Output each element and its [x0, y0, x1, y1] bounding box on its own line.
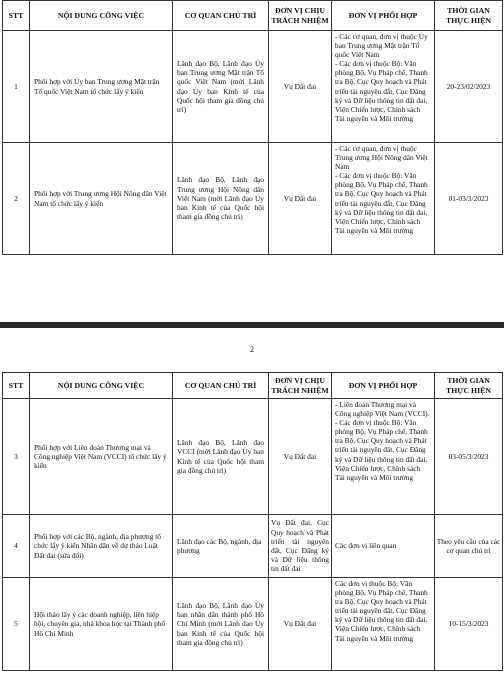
row-lead: Lãnh đạo Bộ, Lãnh đạo Ủy ban nhân dân thành phố Hồ Chí Minh (mời Lãnh đạo Ủy ban Kinh tế của Quốc hội tham gia đồng chủ trì) [173, 578, 269, 671]
row-content: Hội thảo lấy ý các doanh nghiệp, liên hiệp hội, chuyên gia, nhà khoa học tại Thành phố Hồ Chí Minh [30, 578, 173, 671]
row-resp: Vụ Đất đai [269, 31, 332, 143]
header-time: THỜI GIAN THỰC HIỆN [435, 373, 503, 399]
work-plan-table-page-1 [2, 0, 503, 255]
row-coord [332, 399, 435, 515]
row-resp: Vụ Đất đai [269, 399, 332, 515]
row-time: 20-23/02/2023 [435, 31, 503, 143]
row-stt: 5 [3, 578, 30, 671]
page-break-divider [0, 322, 504, 328]
table-row [3, 578, 503, 671]
row-coord [332, 578, 435, 671]
row-time: 03-05/3/2023 [435, 399, 503, 515]
row-resp: Vụ Đất đai, Cục Quy hoạch và Phát triển tài nguyên đất, Cục Đăng ký và Dữ liệu thông tin đất đai [269, 515, 332, 578]
coord-line: - Các đơn vị thuộc Bộ: Văn phòng Bộ, Vụ Pháp chế, Thanh tra Bộ, Cục Quy hoạch và Phát triển tài nguyên đất, Cục Đăng ký và Dữ liệu thông tin đất đai, Viện Chiến lược, Chính sách Tài nguyên và Môi trường [335, 59, 428, 123]
row-stt: 4 [3, 515, 30, 578]
row-content: Phối hợp với các Bộ, ngành, địa phương tổ chức lấy ý kiến Nhân dân về dự thảo Luật Đất đai (sửa đổi) [30, 515, 173, 578]
table-row [3, 31, 503, 143]
row-time: Theo yêu cầu của các cơ quan chủ trì [435, 515, 503, 578]
row-time: 01-03/3/2023 [435, 143, 503, 255]
coord-line: - Các cơ quan, đơn vị thuộc Ủy ban Trung ương Mặt trận Tổ quốc Việt Nam [335, 32, 428, 60]
header-row [3, 373, 503, 399]
page-number: 2 [250, 345, 254, 354]
coord-line: - Liên đoàn Thương mại và Công nghiệp Việt Nam (VCCI). [335, 400, 430, 419]
header-lead: CƠ QUAN CHỦ TRÌ [173, 1, 269, 31]
header-lead: CƠ QUAN CHỦ TRÌ [173, 373, 269, 399]
row-lead: Lãnh đạo các Bộ, ngành, địa phương [173, 515, 269, 578]
header-stt: STT [3, 373, 30, 399]
header-coord: ĐƠN VỊ PHỐI HỢP [332, 373, 435, 399]
row-coord [332, 515, 435, 578]
coord-line: Các đơn vị liên quan [335, 541, 397, 551]
table-row [3, 143, 503, 255]
row-lead: Lãnh đạo Bộ, Lãnh đạo Ủy ban Trung ương Mặt trận Tổ quốc Việt Nam (mời Lãnh đạo Ủy ban Kinh tế của Quốc hội tham gia đồng chủ trì) [173, 31, 269, 143]
header-time: THỜI GIAN THỰC HIỆN [435, 1, 503, 31]
coord-line: - Các cơ quan, đơn vị thuộc Trung ương Hội Nông dân Việt Nam [335, 144, 428, 172]
row-lead: Lãnh đạo Bộ, Lãnh đạo VCCI (mời Lãnh đạo Ủy ban Kinh tế của Quốc hội tham gia đồng chủ trì) [173, 399, 269, 515]
row-stt: 3 [3, 399, 30, 515]
work-plan-table-page-2 [2, 372, 503, 671]
header-coord: ĐƠN VỊ PHỐI HỢP [332, 1, 435, 31]
header-resp: ĐƠN VỊ CHỊU TRÁCH NHIỆM [269, 1, 332, 31]
coord-line: - Các đơn vị thuộc Bộ: Văn phòng Bộ, Vụ Pháp chế, Thanh tra Bộ, Cục Quy hoạch và Phát triển tài nguyên đất, Cục Đăng ký và Dữ liệu thông tin đất đai, Viện Chiến lược, Chính sách Tài nguyên và Môi trường [335, 171, 428, 235]
row-stt: 1 [3, 31, 30, 143]
row-coord [332, 31, 435, 143]
table-row [3, 515, 503, 578]
coord-line: Các đơn vị thuộc Bộ: Văn phòng Bộ, Vụ Pháp chế, Thanh tra Bộ, Cục Quy hoạch và Phát triển tài nguyên đất, Cục Đăng ký và Dữ liệu thông tin đất đai, Viện Chiến lược, Chính sách Tài nguyên và Môi trường [335, 579, 428, 643]
row-stt: 2 [3, 143, 30, 255]
row-resp: Vụ Đất đai [269, 143, 332, 255]
header-resp: ĐƠN VỊ CHỊU TRÁCH NHIỆM [269, 373, 332, 399]
row-time: 10-15/3/2023 [435, 578, 503, 671]
header-row [3, 1, 503, 31]
header-content: NỘI DUNG CÔNG VIỆC [30, 373, 173, 399]
row-content: Phối hợp với Trung ương Hội Nông dân Việt Nam tổ chức lấy ý kiến [30, 143, 173, 255]
row-coord [332, 143, 435, 255]
coord-line: - Các đơn vị thuộc Bộ: Văn phòng Bộ, Vụ Pháp chế, Thanh tra Bộ, Cục Quy hoạch và Phát triển tài nguyên đất, Cục Đăng ký và Dữ liệu thông tin đất đai, Viện Chiến lược, Chính sách Tài nguyên và Môi trường [335, 418, 428, 482]
header-content: NỘI DUNG CÔNG VIỆC [30, 1, 173, 31]
row-lead: Lãnh đạo Bộ, Lãnh đạo Trung ương Hội Nông dân Việt Nam (mời Lãnh đạo Ủy ban Kinh tế của Quốc hội tham gia đồng chủ trì) [173, 143, 269, 255]
row-content: Phối hợp với Ủy ban Trung ương Mặt trận Tổ quốc Việt Nam tổ chức lấy ý kiến [30, 31, 173, 143]
header-stt: STT [3, 1, 30, 31]
row-content: Phối hợp với Liên đoàn Thương mại và Công nghiệp Việt Nam (VCCI) tổ chức lấy ý kiến [30, 399, 173, 515]
row-resp: Vụ Đất đai [269, 578, 332, 671]
table-row [3, 399, 503, 515]
